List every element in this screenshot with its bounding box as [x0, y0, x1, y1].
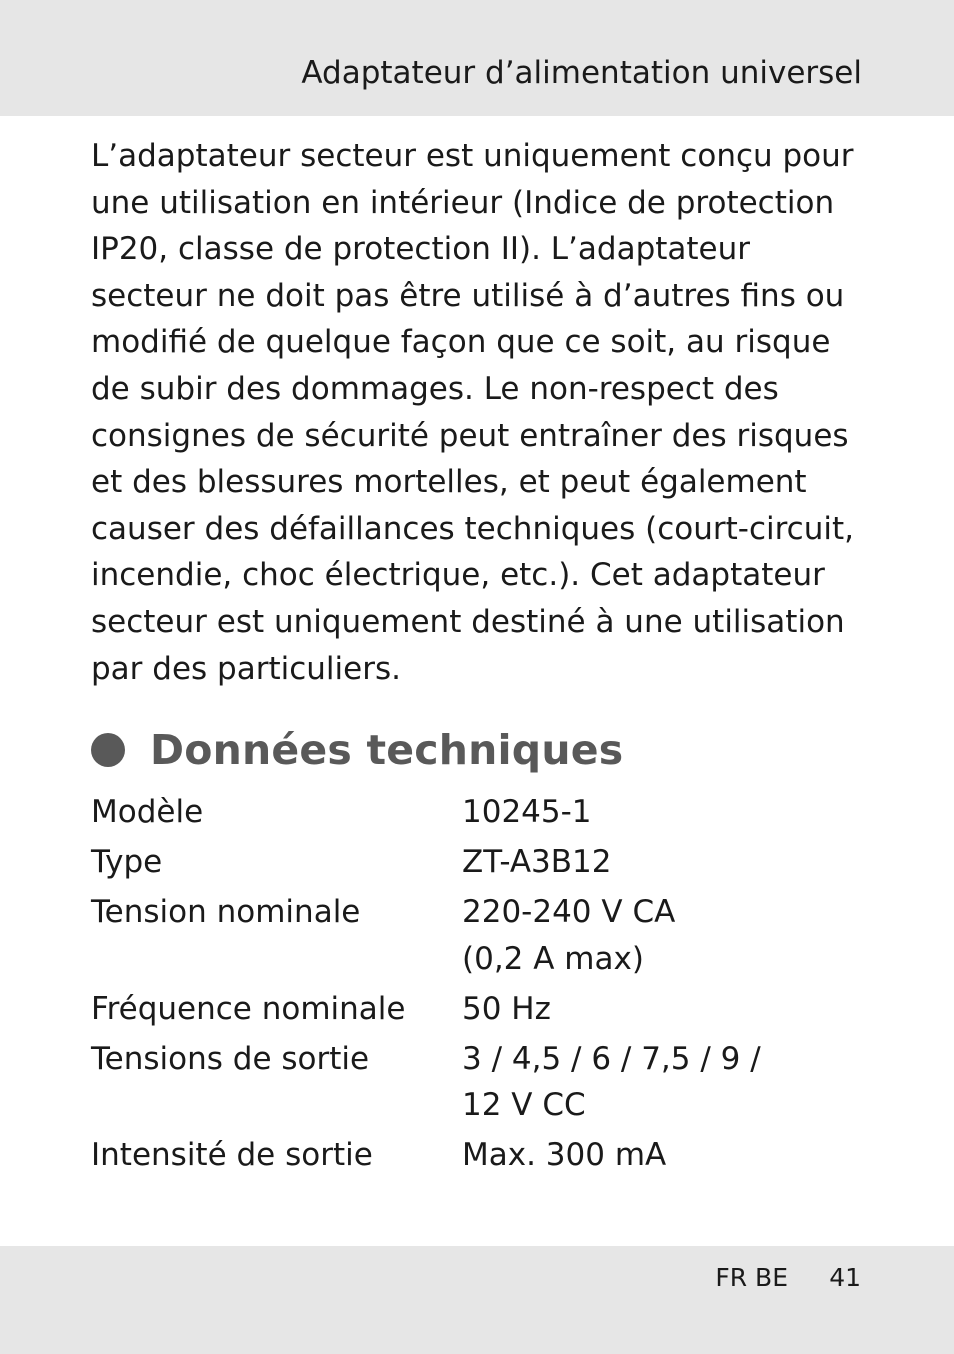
spec-value-line: 50 Hz [462, 990, 551, 1027]
spec-value [462, 986, 881, 1033]
spec-value-line: 3 / 4,5 / 6 / 7,5 / 9 / [462, 1040, 761, 1077]
paragraph-line: secteur ne doit pas être utilisé à d’autres fins ou [91, 277, 845, 314]
paragraph-line: par des particuliers. [91, 650, 401, 687]
paragraph-line: incendie, choc électrique, etc.). Cet adaptateur [91, 557, 825, 594]
bullet-icon [91, 733, 125, 767]
spec-value-line: 12 V CC [462, 1087, 586, 1123]
spec-label: Tension nominale [91, 894, 361, 930]
spec-value-line: Max. 300 mA [462, 1137, 667, 1173]
spec-value-line: 220-240 V CA [462, 894, 676, 930]
spec-value [462, 789, 881, 836]
spec-value [462, 889, 881, 982]
paragraph-line: causer des défaillances techniques (court-circuit, [91, 510, 854, 547]
page-header [0, 0, 954, 116]
spec-row-type [91, 839, 881, 886]
language-code: FR BE [715, 1263, 788, 1292]
spec-row-output-voltages [91, 1036, 881, 1129]
paragraph-line: IP20, classe de protection II). L’adaptateur [91, 231, 751, 268]
spec-row-rated-voltage [91, 889, 881, 982]
page-footer [0, 1246, 954, 1354]
paragraph-line: modifié de quelque façon que ce soit, au risque [91, 324, 831, 361]
spec-row-output-current [91, 1132, 881, 1179]
section-title: Données techniques [150, 726, 624, 774]
spec-value-line: 10245-1 [462, 794, 592, 830]
header-title: Adaptateur d’alimentation universel [301, 55, 862, 91]
spec-value [462, 1036, 881, 1129]
paragraph-line: une utilisation en intérieur (Indice de protection [91, 184, 835, 221]
page-number: 41 [829, 1263, 861, 1292]
section-heading [91, 718, 623, 782]
spec-label: Modèle [91, 794, 204, 830]
paragraph-line: et des blessures mortelles, et peut également [91, 464, 807, 501]
spec-label: Fréquence nominale [91, 990, 406, 1027]
spec-row-model [91, 789, 881, 836]
spec-label: Intensité de sortie [91, 1137, 373, 1173]
paragraph-line: consignes de sécurité peut entraîner des risques [91, 417, 849, 454]
spec-value-line: (0,2 A max) [462, 940, 644, 977]
paragraph-line: de subir des dommages. Le non-respect des [91, 370, 779, 407]
spec-value [462, 1132, 881, 1179]
paragraph-line: secteur est uniquement destiné à une utilisation [91, 603, 845, 640]
safety-paragraph [91, 133, 871, 692]
spec-value-line: ZT-A3B12 [462, 844, 612, 880]
specifications-table [91, 789, 881, 1182]
spec-label: Tensions de sortie [91, 1040, 370, 1077]
paragraph-line: L’adaptateur secteur est uniquement conçu pour [91, 138, 854, 174]
spec-row-rated-frequency [91, 986, 881, 1033]
spec-label: Type [91, 844, 163, 880]
spec-value [462, 839, 881, 886]
